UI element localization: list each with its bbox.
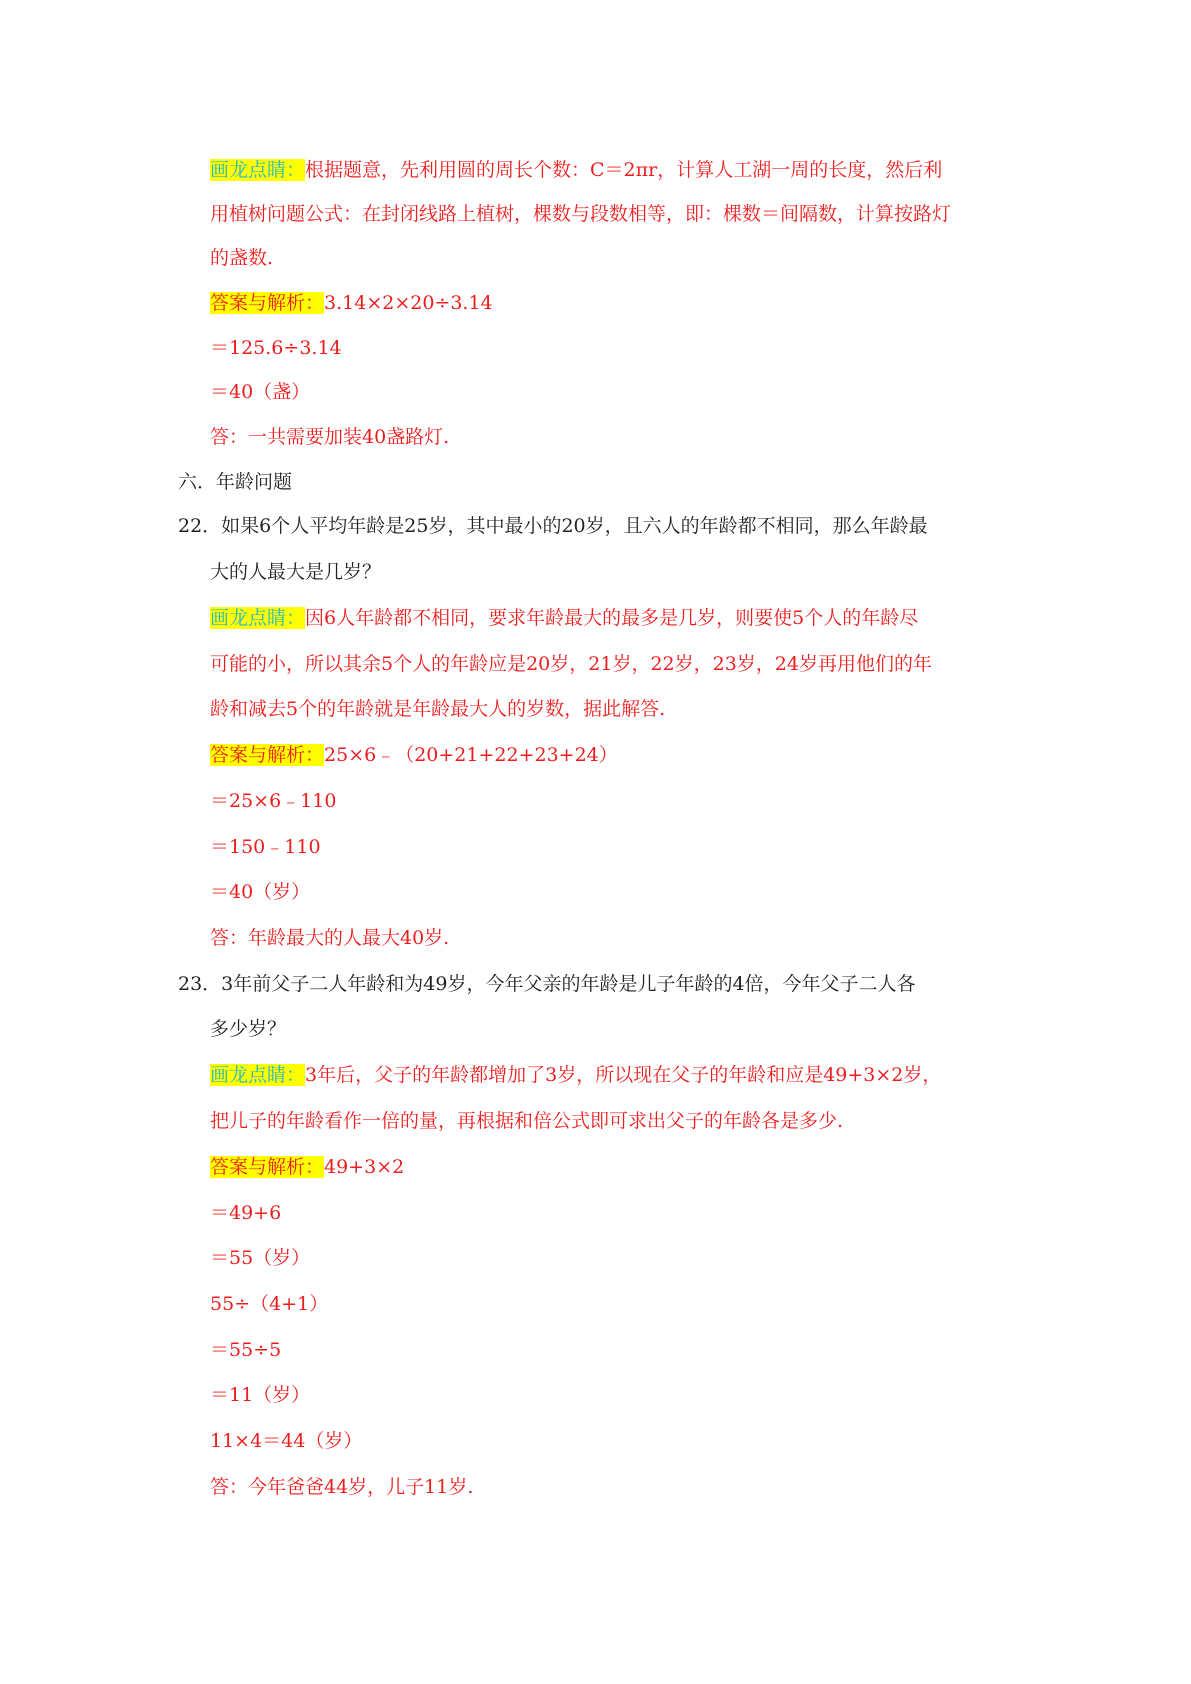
hint-line — [210, 605, 918, 631]
hint-text: 因6人年龄都不相同，要求年龄最大的最多是几岁，则要使5个人的年龄尽 — [305, 607, 919, 629]
answer-text: ＝150﹣110 — [210, 836, 321, 858]
answer-line — [210, 742, 618, 768]
answer-text: ＝55÷5 — [210, 1339, 282, 1361]
answer-label: 答案与解析： — [210, 1156, 325, 1178]
hint-label: 画龙点睛： — [210, 159, 306, 181]
question-text: 多少岁？ — [210, 1018, 287, 1040]
section-title: 六．年龄问题 — [178, 471, 293, 493]
answer-text: 11×4＝44（岁） — [210, 1430, 363, 1452]
answer-text: 55÷（4+1） — [210, 1293, 329, 1315]
answer-text: ＝55（岁） — [210, 1247, 311, 1269]
answer-conclusion: 答：今年爸爸44岁，儿子11岁. — [210, 1476, 474, 1498]
hint-text: 的盏数. — [210, 247, 274, 269]
answer-text: 25×6﹣（20+21+22+23+24） — [324, 744, 618, 766]
answer-label: 答案与解析： — [210, 292, 325, 314]
hint-text: 3年后，父子的年龄都增加了3岁，所以现在父子的年龄和应是49+3×2岁， — [305, 1064, 942, 1086]
answer-text: 49+3×2 — [324, 1156, 405, 1178]
hint-line — [210, 157, 942, 183]
answer-text: ＝25×6﹣110 — [210, 790, 337, 812]
hint-text: 把儿子的年龄看作一倍的量，再根据和倍公式即可求出父子的年龄各是多少. — [210, 1110, 844, 1132]
answer-conclusion: 答：年龄最大的人最大40岁. — [210, 927, 450, 949]
hint-label: 画龙点睛： — [210, 607, 306, 629]
answer-text: ＝40（盏） — [210, 381, 311, 403]
question-text: 23．3年前父子二人年龄和为49岁，今年父亲的年龄是儿子年龄的4倍，今年父子二人各 — [178, 973, 916, 995]
hint-text: 可能的小，所以其余5个人的年龄应是20岁，21岁，22岁，23岁，24岁再用他们的年 — [210, 653, 932, 675]
hint-text: 用植树问题公式：在封闭线路上植树，棵数与段数相等，即：棵数＝间隔数，计算按路灯 — [210, 203, 952, 225]
answer-line — [210, 290, 493, 316]
answer-text: ＝40（岁） — [210, 881, 311, 903]
answer-line — [210, 1154, 404, 1180]
hint-label: 画龙点睛： — [210, 1064, 306, 1086]
answer-text: ＝49+6 — [210, 1202, 282, 1224]
hint-line — [210, 1062, 941, 1088]
question-text: 22．如果6个人平均年龄是25岁，其中最小的20岁，且六人的年龄都不相同，那么年龄最 — [178, 515, 928, 537]
hint-text: 根据题意，先利用圆的周长个数：C＝2πr，计算人工湖一周的长度，然后利 — [305, 159, 943, 181]
question-text: 大的人最大是几岁？ — [210, 561, 382, 583]
answer-text: ＝125.6÷3.14 — [210, 337, 342, 359]
answer-text: ＝11（岁） — [210, 1384, 311, 1406]
answer-conclusion: 答：一共需要加装40盏路灯. — [210, 426, 450, 448]
answer-text: 3.14×2×20÷3.14 — [324, 292, 493, 314]
answer-label: 答案与解析： — [210, 744, 325, 766]
hint-text: 龄和减去5个的年龄就是年龄最大人的岁数，据此解答. — [210, 698, 666, 720]
